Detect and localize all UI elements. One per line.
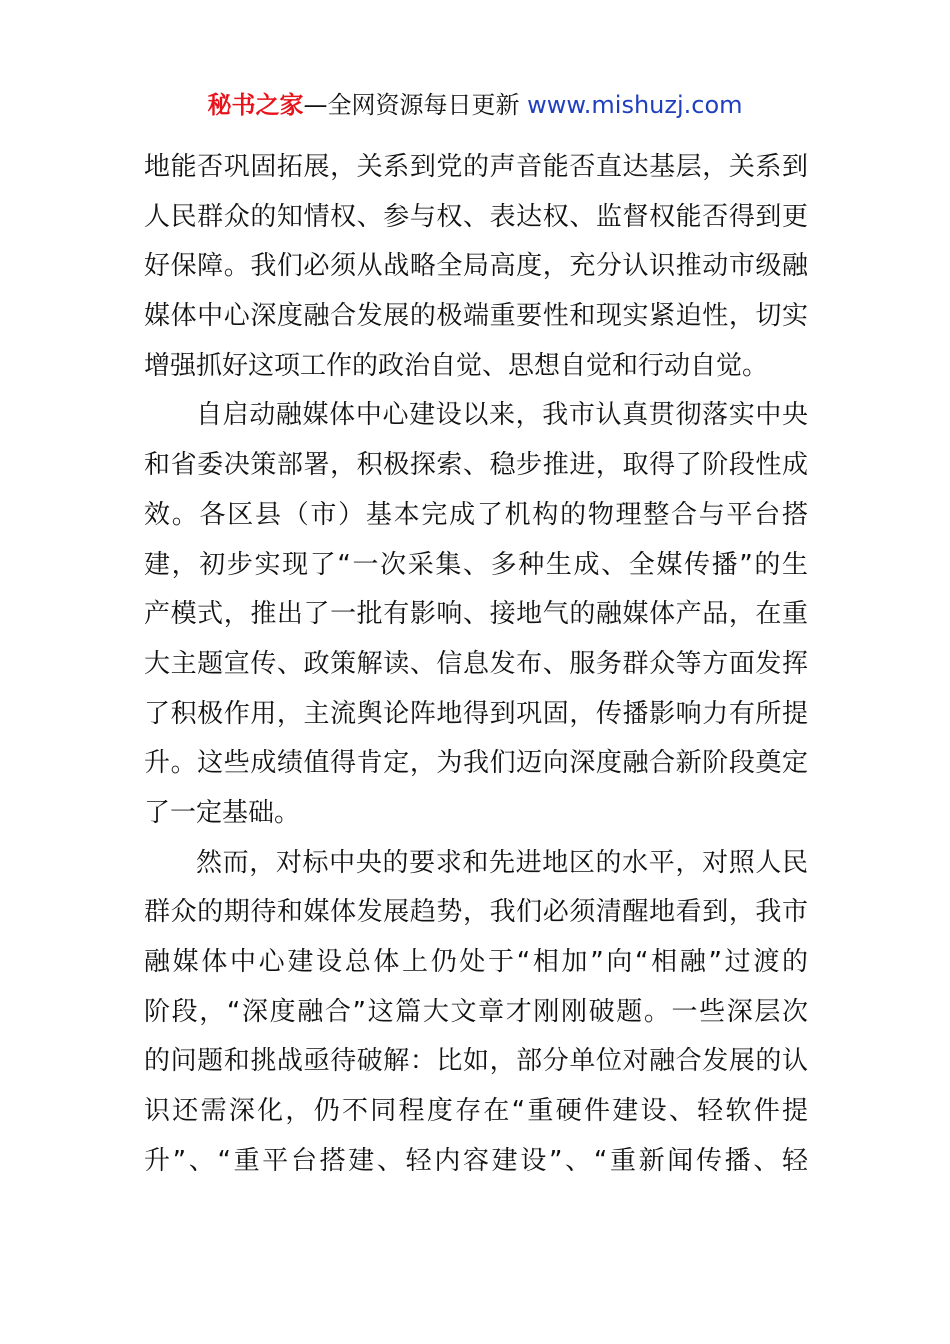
text-line: 升。这些成绩值得肯定，为我们迈向深度融合新阶段奠定 — [144, 748, 808, 779]
text-line: 大主题宣传、政策解读、信息发布、服务群众等方面发挥 — [144, 648, 808, 679]
text-line: 识还需深化，仍不同程度存在“重硬件建设、轻软件提 — [144, 1096, 808, 1127]
text-line: 了积极作用，主流舆论阵地得到巩固，传播影响力有所提 — [144, 698, 808, 729]
text-line: 升”、“重平台搭建、轻内容建设”、“重新闻传播、轻 — [144, 1145, 808, 1176]
page-header — [0, 88, 950, 122]
text-line: 媒体中心深度融合发展的极端重要性和现实紧迫性，切实 — [144, 301, 808, 332]
text-line: 人民群众的知情权、参与权、表达权、监督权能否得到更 — [144, 201, 808, 232]
text-line: 地能否巩固拓展，关系到党的声音能否直达基层，关系到 — [144, 152, 808, 182]
text-line: 然而，对标中央的要求和先进地区的水平，对照人民 — [196, 847, 808, 878]
text-line: 自启动融媒体中心建设以来，我市认真贯彻落实中央 — [196, 400, 808, 431]
text-line: 阶段，“深度融合”这篇大文章才刚刚破题。一些深层次 — [144, 996, 808, 1027]
header-tagline: —全网资源每日更新 — [303, 91, 520, 119]
text-line: 产模式，推出了一批有影响、接地气的融媒体产品，在重 — [144, 599, 808, 630]
text-line: 和省委决策部署，积极探索、稳步推进，取得了阶段性成 — [144, 450, 808, 481]
document-body — [144, 143, 808, 1186]
text-line: 群众的期待和媒体发展趋势，我们必须清醒地看到，我市 — [144, 897, 808, 928]
site-url-link[interactable]: www.mishuzj.com — [527, 91, 743, 119]
text-line: 建，初步实现了“一次采集、多种生成、全媒传播”的生 — [144, 549, 808, 580]
text-line: 了一定基础。 — [144, 797, 301, 828]
text-line: 融媒体中心建设总体上仍处于“相加”向“相融”过渡的 — [144, 947, 808, 977]
text-line: 好保障。我们必须从战略全局高度，充分认识推动市级融 — [144, 251, 808, 282]
text-line: 增强抓好这项工作的政治自觉、思想自觉和行动自觉。 — [144, 350, 769, 381]
text-line: 效。各区县（市）基本完成了机构的物理整合与平台搭 — [144, 499, 808, 530]
brand-name: 秘书之家 — [207, 91, 304, 119]
text-line: 的问题和挑战亟待破解：比如，部分单位对融合发展的认 — [144, 1046, 808, 1077]
